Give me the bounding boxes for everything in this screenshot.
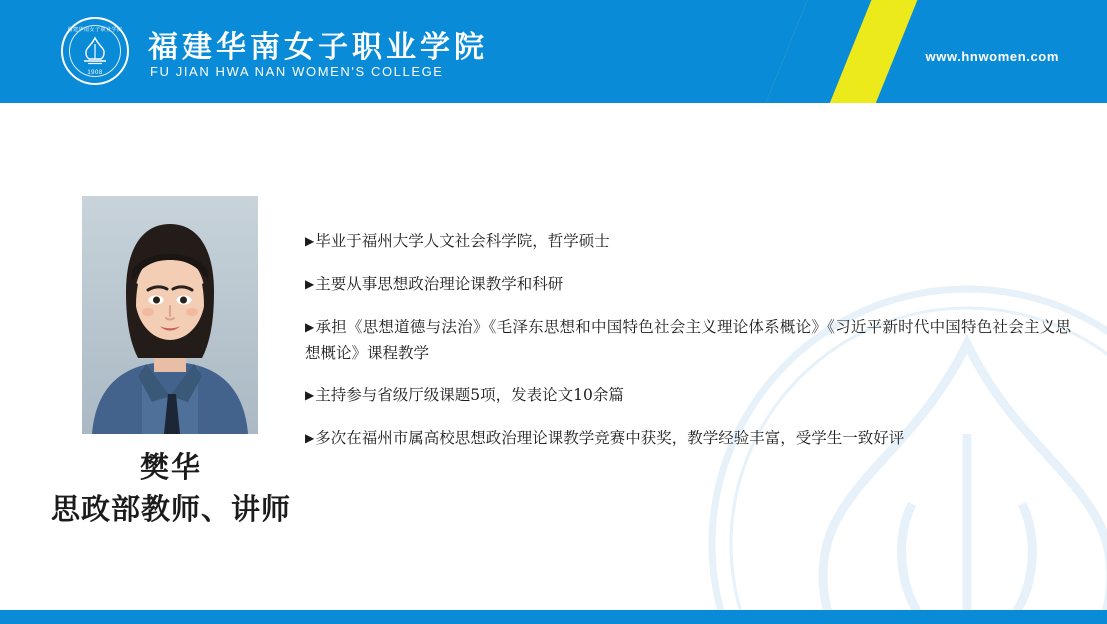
college-seal-logo	[61, 17, 129, 85]
footer-bar	[0, 610, 1107, 624]
list-item	[305, 425, 1071, 451]
teacher-name: 樊华	[139, 450, 202, 484]
list-item-text: 多次在福州市属高校思想政治理论课教学竞赛中获奖，教学经验丰富，受学生一致好评	[315, 429, 905, 447]
teacher-portrait	[82, 196, 258, 434]
list-item	[305, 382, 1071, 408]
list-item	[305, 271, 1071, 297]
header-band	[0, 0, 1107, 103]
list-item	[305, 228, 1071, 254]
triangle-bullet-icon: ▶	[305, 320, 315, 334]
list-item-text: 毕业于福州大学人文社会科学院，哲学硕士	[315, 232, 610, 250]
triangle-bullet-icon: ▶	[305, 388, 315, 402]
triangle-bullet-icon: ▶	[305, 431, 315, 445]
seal-year-label: 1908	[87, 70, 103, 76]
list-item-text: 承担《思想道德与法治》《毛泽东思想和中国特色社会主义理论体系概论》《习近平新时代中国特色社会主义思想概论》课程教学	[305, 318, 1071, 362]
triangle-bullet-icon: ▶	[305, 277, 315, 291]
list-item-text: 主持参与省级厅级课题5项，发表论文10余篇	[315, 386, 624, 404]
triangle-bullet-icon: ▶	[305, 234, 315, 248]
college-name-en: FU JIAN HWA NAN WOMEN'S COLLEGE	[150, 64, 444, 79]
list-item	[305, 314, 1071, 366]
bio-bullet-list	[305, 228, 1071, 468]
college-name-cn: 福建华南女子职业学院	[148, 30, 488, 65]
website-url[interactable]: www.hnwomen.com	[925, 49, 1059, 64]
list-item-text: 主要从事思想政治理论课教学和科研	[315, 275, 564, 293]
teacher-position: 思政部教师、讲师	[50, 492, 291, 526]
portrait-illustration	[82, 196, 258, 434]
seal-flame-icon	[78, 36, 112, 66]
seal-top-label: 福建华南女子职业学院	[67, 27, 123, 33]
